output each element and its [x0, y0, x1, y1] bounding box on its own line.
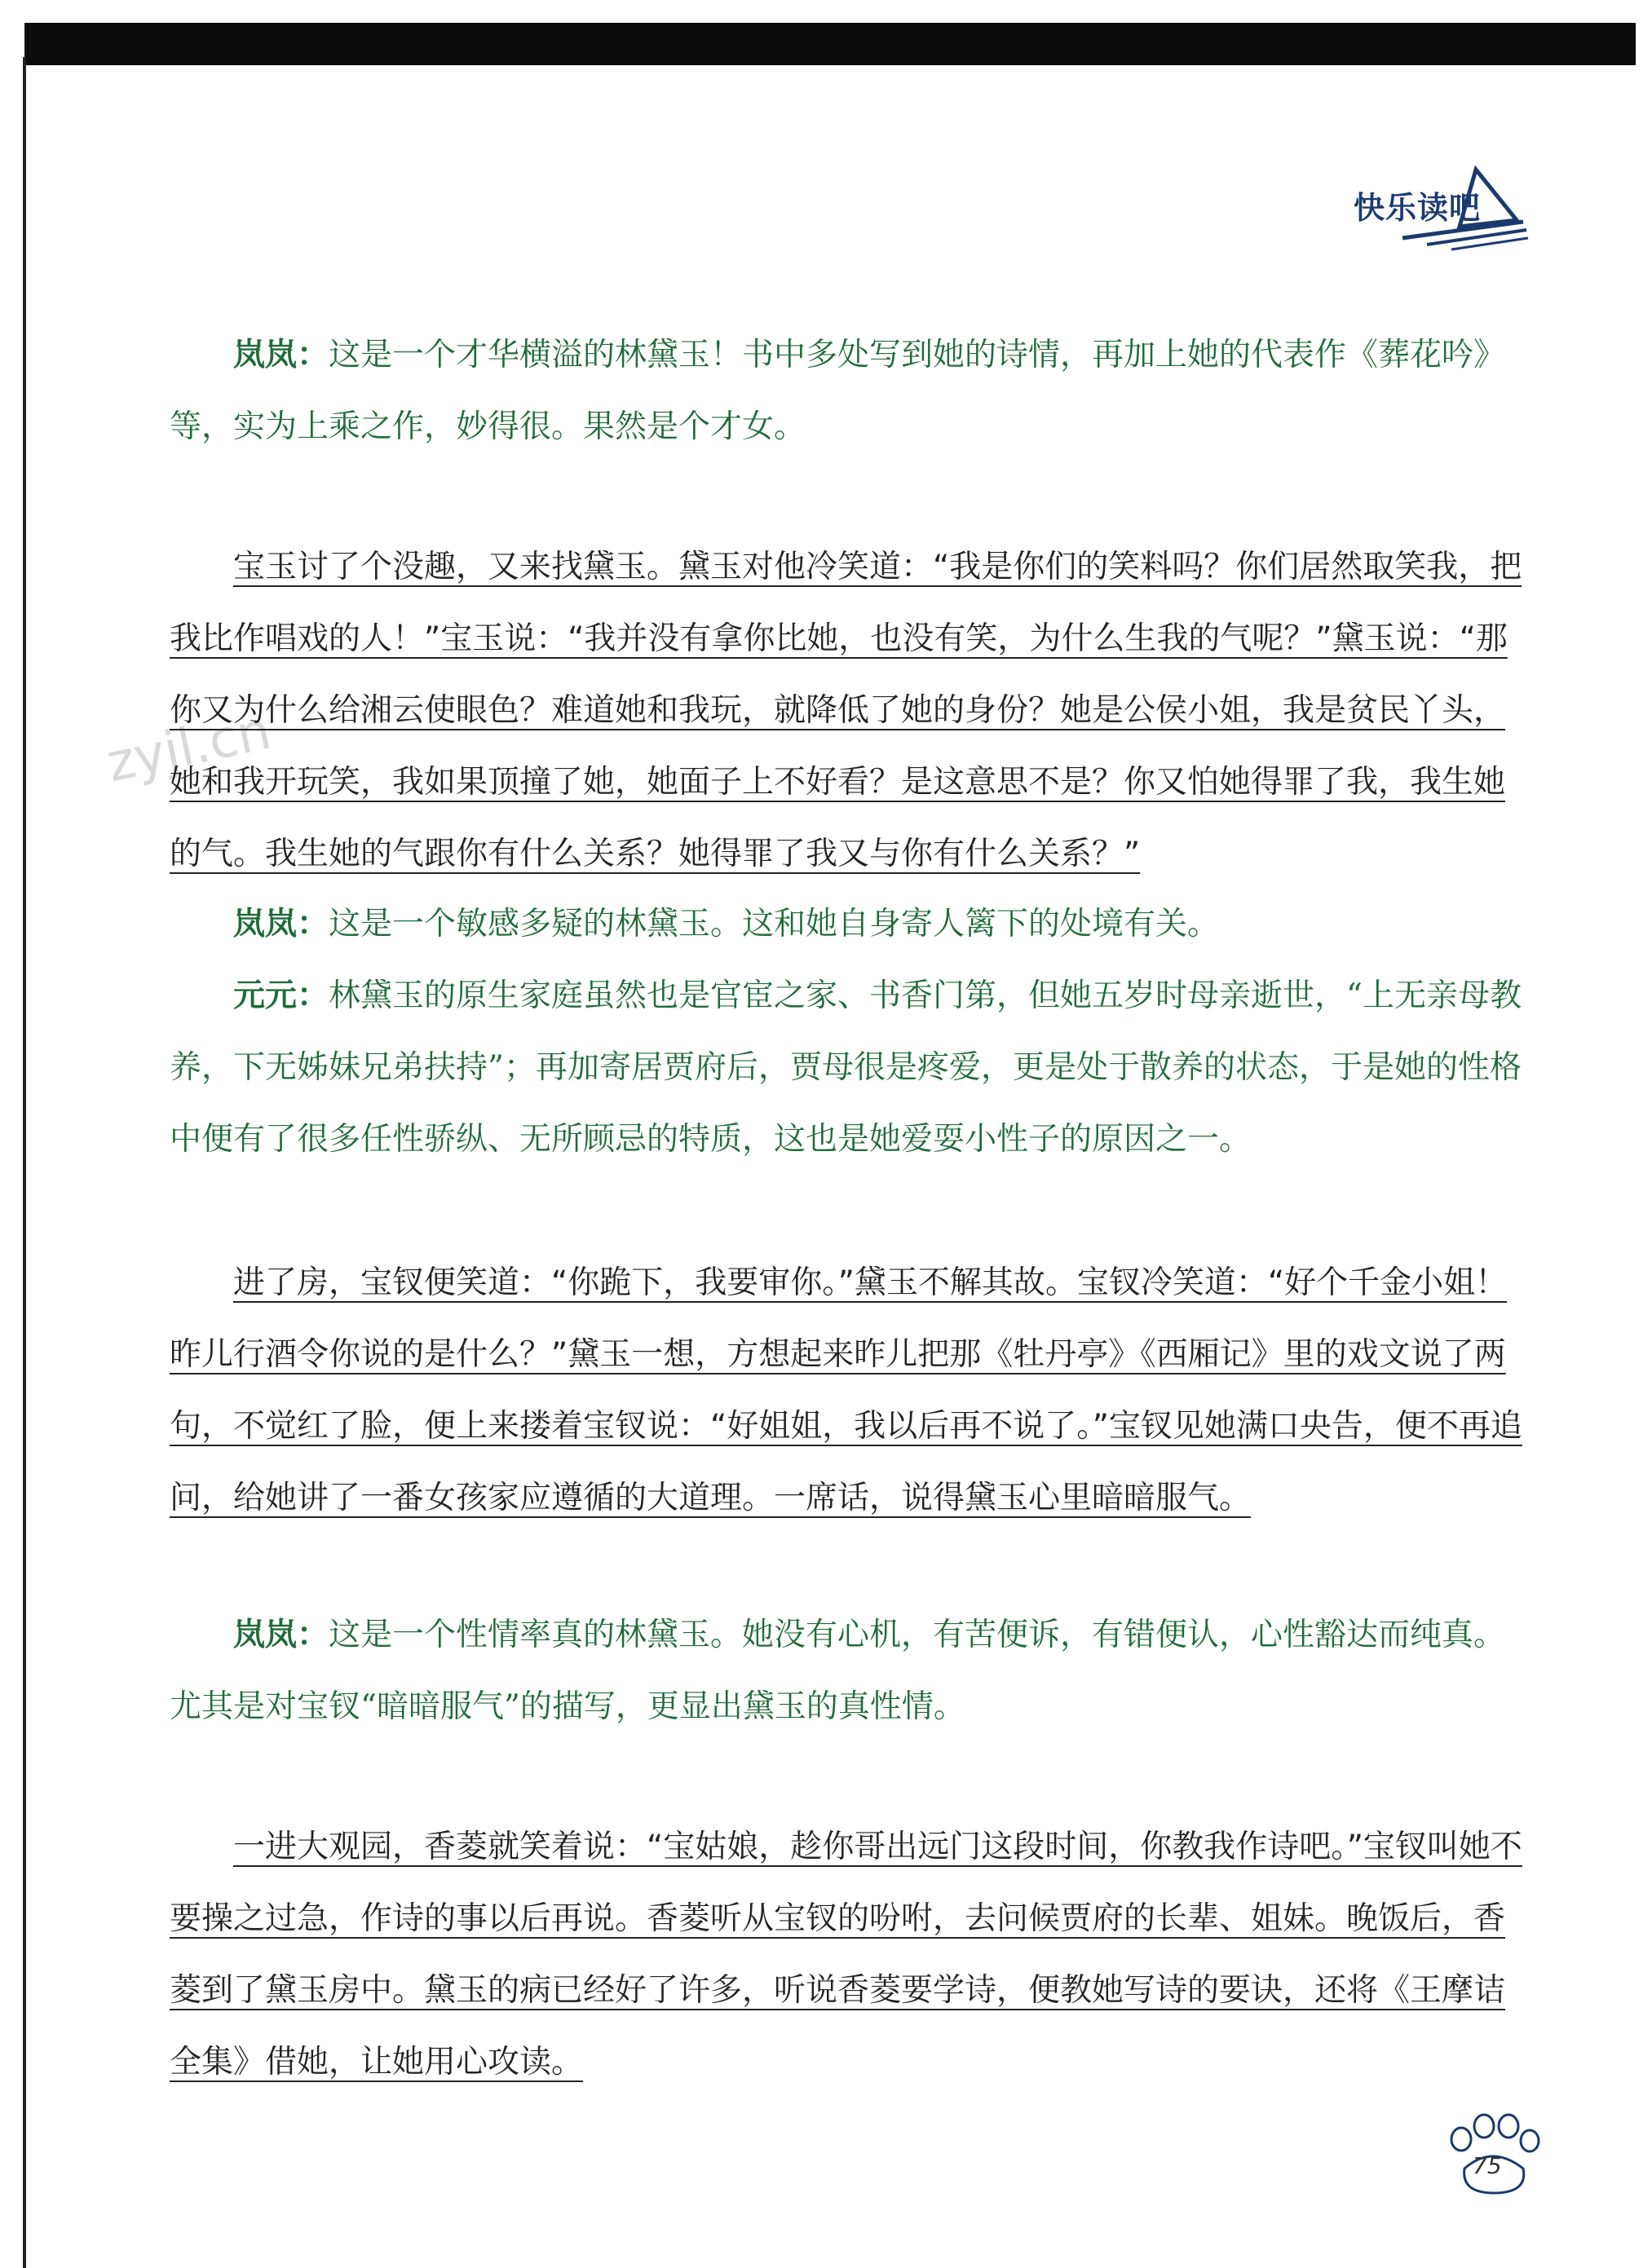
comment-block-1 — [170, 320, 1531, 463]
quote-block-2 — [170, 1247, 1531, 1534]
comment-block-2 — [170, 889, 1531, 960]
quote-text: 进了房，宝钗便笑道：“你跪下，我要审你。”黛玉不解其故。宝钗冷笑道：“好个千金小姐！昨儿行酒令你说的是什么？”黛玉一想，方想起来昨儿把那《牡丹亭》《西厢记》里的戏文说了两句，不觉红了脸，便上来搂着宝钗说：“好姐姐，我以后再不说了。”宝钗见她满口央告，便不再追问，给她讲了一番女孩家应遵循的大道理。一席话，说得黛玉心里暗暗服气。 — [170, 1264, 1522, 1516]
page-number: 75 — [1473, 2152, 1502, 2179]
speaker-label: 岚岚： — [233, 906, 329, 942]
quote-text: 一进大观园，香菱就笑着说：“宝姑娘，趁你哥出远门这段时间，你教我作诗吧。”宝钗叫她不要操之过急，作诗的事以后再说。香菱听从宝钗的吩咐，去问候贾府的长辈、姐妹。晚饭后，香菱到了黛玉房中。黛玉的病已经好了许多，听说香菱要学诗，便教她写诗的要诀，还将《王摩诘全集》借她，让她用心攻读。 — [170, 1829, 1522, 2080]
speaker-label: 元元： — [233, 977, 329, 1014]
brand-title: 快乐读吧 — [1354, 190, 1482, 226]
speaker-label: 岚岚： — [233, 1617, 329, 1653]
comment-block-4 — [170, 1600, 1531, 1743]
comment-text: 这是一个才华横溢的林黛玉！书中多处写到她的诗情，再加上她的代表作《葬花吟》等，实为上乘之作，妙得很。果然是个才女。 — [170, 337, 1506, 445]
comment-block-3 — [170, 960, 1531, 1176]
top-edge-bar — [24, 23, 1636, 65]
quote-block-1 — [170, 532, 1531, 890]
comment-text: 这是一个性情率真的林黛玉。她没有心机，有苦便诉，有错便认，心性豁达而纯真。尤其是对宝钗“暗暗服气”的描写，更显出黛玉的真性情。 — [170, 1617, 1506, 1725]
comment-text: 这是一个敏感多疑的林黛玉。这和她自身寄人篱下的处境有关。 — [329, 906, 1220, 942]
quote-block-3 — [170, 1811, 1531, 2098]
speaker-label: 岚岚： — [233, 337, 329, 373]
quote-text: 宝玉讨了个没趣，又来找黛玉。黛玉对他冷笑道：“我是你们的笑料吗？你们居然取笑我，把我比作唱戏的人！”宝玉说：“我并没有拿你比她，也没有笑，为什么生我的气呢？”黛玉说：“那你又为什么给湘云使眼色？难道她和我玩，就降低了她的身份？她是公侯小姐，我是贫民丫头，她和我开玩笑，我如果顶撞了她，她面子上不好看？是这意思不是？你又怕她得罪了我，我生她的气。我生她的气跟你有什么关系？她得罪了我又与你有什么关系？” — [170, 549, 1522, 872]
watermark: zyjl.cn — [101, 700, 276, 795]
left-page-edge — [23, 57, 26, 2268]
section-brand — [1354, 163, 1533, 253]
comment-text: 林黛玉的原生家庭虽然也是官宦之家、书香门第，但她五岁时母亲逝世，“上无亲母教养，下无姊妹兄弟扶持”；再加寄居贾府后，贾母很是疼爱，更是处于散养的状态，于是她的性格中便有了很多任性骄纵、无所顾忌的特质，这也是她爱耍小性子的原因之一。 — [170, 977, 1522, 1158]
